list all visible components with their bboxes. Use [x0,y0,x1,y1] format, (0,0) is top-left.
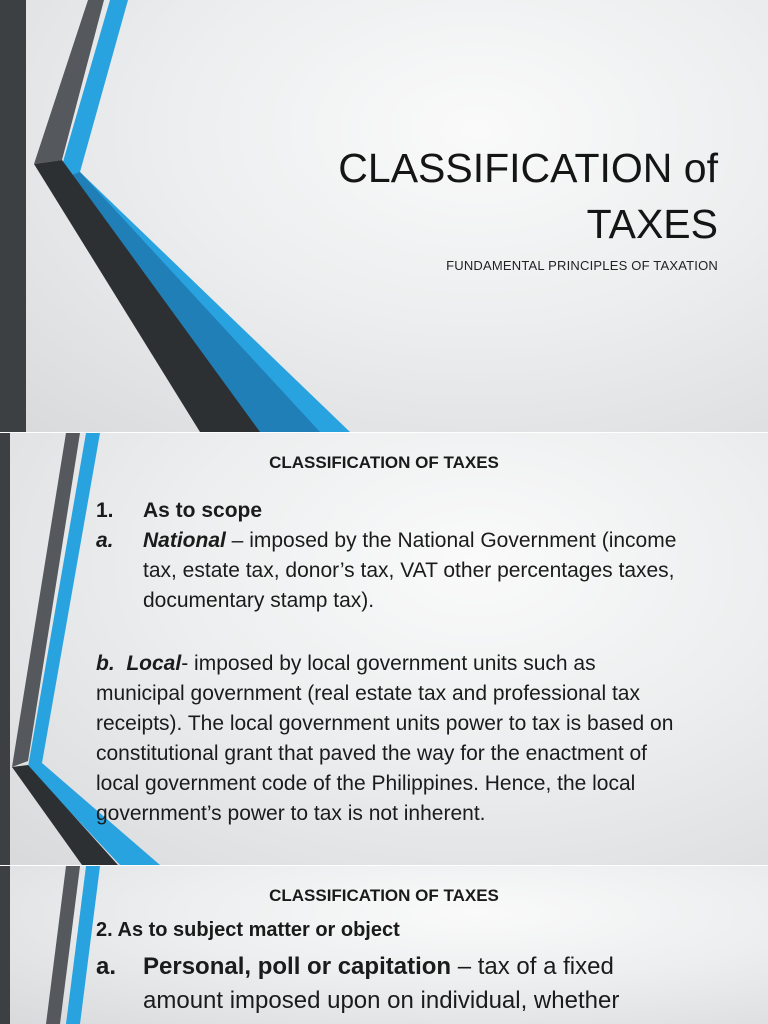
item-a-term: National [143,529,226,552]
left-dark-band [0,433,10,865]
dark-stripe-bottom [34,160,260,432]
item-b-line-3: receipts). The local government units power to tax is based on [96,712,674,735]
left-dark-band [0,0,26,432]
item-a-line-2: amount imposed upon on individual, whether [143,987,620,1014]
slide-heading: CLASSIFICATION OF TAXES [269,453,499,472]
title-line-2: TAXES [586,201,718,247]
item-a-line-2: tax, estate tax, donor’s tax, VAT other percentages taxes, [143,559,675,582]
item-a-national [96,526,766,616]
slide-heading: CLASSIFICATION OF TAXES [269,886,499,905]
item-b-term: Local [126,652,182,675]
item-b-line-2: municipal government (real estate tax and professional tax [96,682,640,705]
item-b-letter: b. [96,652,115,675]
item-1 [96,496,756,526]
item-a-personal [96,950,766,1018]
item-a-letter: a. [96,953,117,980]
slide-title [300,140,718,252]
title-slide [0,0,768,432]
slide-subtitle: FUNDAMENTAL PRINCIPLES OF TAXATION [446,258,718,273]
item-a-term: Personal, poll or capitation [143,953,452,980]
item-a-line-1: – tax of a fixed [451,953,614,980]
item-a-letter: a. [96,529,114,552]
item-b-line-1: - imposed by local government units such as [181,652,596,675]
item-2-label: 2. As to subject matter or object [96,919,400,941]
item-a-line-1: – imposed by the National Government (income [225,529,677,552]
item-1-label: As to scope [143,499,263,522]
item-1-number: 1. [96,499,114,522]
item-b-line-4: constitutional grant that paved the way for the enactment of [96,742,648,765]
content-slide-scope [0,433,768,865]
item-b-line-6: government’s power to tax is not inherent. [96,802,486,825]
content-slide-subject [0,866,768,1024]
item-b-local [96,649,766,829]
title-line-1: CLASSIFICATION of [338,145,718,191]
item-b-line-5: local government code of the Philippines. Hence, the local [96,772,636,795]
item-a-line-3: documentary stamp tax). [143,589,375,612]
